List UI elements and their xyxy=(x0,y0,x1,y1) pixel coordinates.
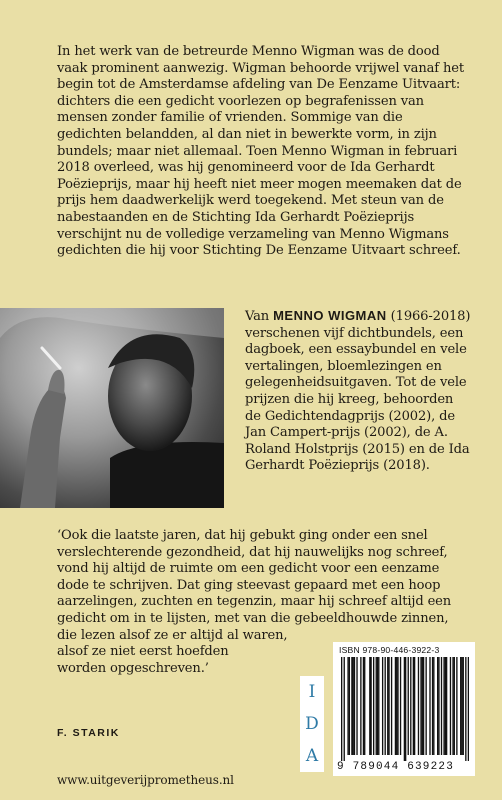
barcode-bar xyxy=(363,657,364,755)
barcode-bar xyxy=(395,657,396,755)
barcode-bar xyxy=(433,657,434,755)
barcode-bar xyxy=(391,657,392,755)
barcode-bar xyxy=(376,657,377,755)
barcode-bar xyxy=(370,657,371,755)
barcode-bar xyxy=(445,657,446,755)
quote-line: dode te schrijven. Dat ging steevast gepaard met een hoop xyxy=(57,577,441,593)
barcode-bar xyxy=(437,657,438,755)
barcode-bar xyxy=(351,657,352,755)
barcode-bar xyxy=(443,657,444,755)
barcode-bar xyxy=(344,657,345,761)
intro-text: In het werk van de betreurde Menno Wigman was de dood vaak prominent aanwezig. Wigman behoorde vrijwel vanaf het begin tot de Amsterdamse afdeling van De Eenzame Uitvaart: dichters die een gedicht voorlezen op begrafenissen van mensen zonder familie of vrienden. Sommige van die gedichten belandden, al dan niet in bewerkte vorm, in zijn bundels; maar niet allemaal. Toen Menno Wigman in februari 2018 overleed, was hij genomineerd voor de Ida Gerhardt Poëzieprijs, maar hij heeft niet meer mogen meemaken dat de prijs hem daadwerkelijk werd toegekend. Met steun van de nabestaanden en de Stichting Ida Gerhardt Poëzieprijs verschijnt nu de volledige verzameling van Menno Wigmans gedichten die hij voor Stichting De Eenzame Uitvaart schreef. xyxy=(57,44,464,259)
barcode-bar xyxy=(373,657,374,755)
barcode-bar xyxy=(438,657,439,755)
barcode-bar xyxy=(400,657,401,755)
barcode-bar xyxy=(364,657,365,755)
barcode-bar xyxy=(450,657,451,755)
barcode-bar xyxy=(446,657,447,755)
quote-line: vond hij altijd de ruimte om een gedicht voor een eenzame xyxy=(57,561,440,577)
barcode-bar xyxy=(410,657,411,755)
isbn-label: ISBN 978-90-446-3922-3 xyxy=(339,645,440,655)
author-name: MENNO WIGMAN xyxy=(273,308,387,323)
barcode-box xyxy=(333,642,475,776)
barcode-bars xyxy=(341,657,469,761)
barcode-bar xyxy=(369,657,370,755)
intro-paragraph xyxy=(57,44,467,260)
barcode-bar xyxy=(423,657,424,755)
barcode-bar xyxy=(378,657,379,755)
barcode-bar xyxy=(387,657,388,755)
barcode-bar xyxy=(460,657,461,755)
publisher-website[interactable]: www.uitgeverijprometheus.nl xyxy=(57,773,234,787)
barcode-bar xyxy=(454,657,455,755)
quote-line: gedicht om in te lijsten, met van die gebeeldhouwde zinnen, xyxy=(57,610,449,626)
barcode-bar xyxy=(353,657,354,755)
barcode-bar xyxy=(388,657,389,755)
bio-prefix: Van xyxy=(245,309,274,324)
barcode-bar xyxy=(422,657,423,755)
barcode-bar xyxy=(397,657,398,755)
quote-line: ‘Ook die laatste jaren, dat hij gebukt ging onder een snel xyxy=(57,528,428,543)
barcode-bar xyxy=(356,657,357,755)
barcode-bar xyxy=(405,657,406,761)
barcode-bar xyxy=(349,657,350,755)
quote-line: verslechterende gezondheid, dat hij nauwelijks nog schreef, xyxy=(57,544,448,560)
quote-line: die lezen alsof ze er altijd al waren, xyxy=(57,627,288,643)
barcode-bar xyxy=(432,657,433,755)
barcode-bar xyxy=(377,657,378,755)
bio-text: (1966-2018) verschenen vijf dichtbundels, een dagboek, een essaybundel en vele vertalingen, bloemlezingen en gelegenheidsuitgaven. Tot de vele prijzen die hij kreeg, behoorden de Gedichtendagprijs (2002), de Jan Campert-prijs (2002), de A. Roland Holstprijs (2015) en de Ida Gerhardt Poëzieprijs (2018). xyxy=(245,309,471,474)
author-bio xyxy=(245,308,473,475)
author-portrait-image xyxy=(0,308,224,508)
barcode-bar xyxy=(414,657,415,755)
barcode-bar xyxy=(382,657,383,755)
barcode-bar xyxy=(463,657,464,755)
barcode-bar xyxy=(425,657,426,755)
ida-logo xyxy=(300,676,324,772)
barcode-bar xyxy=(347,657,348,755)
barcode-bar xyxy=(408,657,409,755)
barcode-bar xyxy=(404,657,405,761)
barcode-bar xyxy=(354,657,355,755)
barcode-bar xyxy=(441,657,442,755)
barcode-bar xyxy=(341,657,342,761)
quote-author: F. STARIK xyxy=(57,727,120,739)
barcode-bar xyxy=(429,657,430,755)
barcode-bar xyxy=(452,657,453,755)
ida-logo-letter: I xyxy=(308,682,316,702)
barcode-digits: 9 789044 639223 xyxy=(337,761,455,773)
barcode-bar xyxy=(385,657,386,755)
quote-line: worden opgeschreven.’ xyxy=(57,660,209,676)
barcode-bar xyxy=(396,657,397,755)
barcode-bar xyxy=(456,657,457,755)
barcode-bar xyxy=(465,657,466,761)
ida-logo-letter: A xyxy=(305,746,319,766)
barcode-bar xyxy=(468,657,469,761)
ida-logo-letter: D xyxy=(305,714,319,734)
author-photo xyxy=(0,308,224,508)
barcode-bar xyxy=(413,657,414,755)
barcode-bar xyxy=(420,657,421,755)
barcode-bar xyxy=(418,657,419,755)
quote-line: alsof ze niet eerst hoefden xyxy=(57,644,229,660)
barcode-bar xyxy=(461,657,462,755)
barcode-bar xyxy=(360,657,361,755)
quote-line: aarzelingen, zuchten en tegenzin, maar hij schreef altijd een xyxy=(57,594,452,610)
